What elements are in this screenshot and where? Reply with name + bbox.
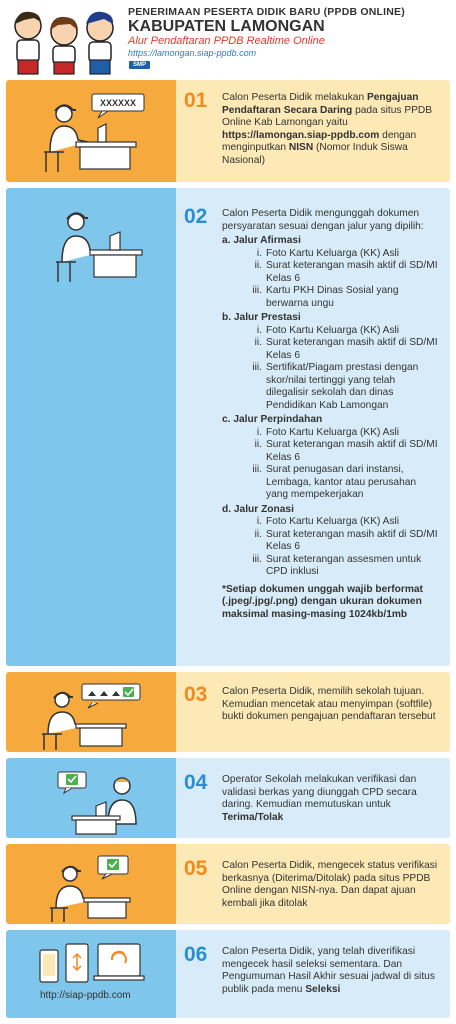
item-numeral: ii. <box>254 337 262 348</box>
item-numeral: i. <box>256 247 262 259</box>
site-url-link[interactable]: http://siap-ppdb.com <box>40 990 131 1001</box>
step-2-text <box>222 208 438 621</box>
requirement-item <box>222 464 438 502</box>
requirement-list <box>222 325 438 413</box>
requirement-list <box>222 248 438 311</box>
requirement-item <box>222 285 438 310</box>
requirement-list <box>222 516 438 579</box>
step-4-text: Operator Sekolah melakukan verifikasi dan validasi berkas yang diunggah CPD secara daring. Kemudian memutuskan untuk Terima/Tolak <box>222 774 417 823</box>
item-numeral: iii. <box>252 464 262 475</box>
item-numeral: iii. <box>252 362 262 373</box>
step-4-card <box>6 758 450 838</box>
step-3-card <box>6 672 450 752</box>
item-text: Surat keterangan masih aktif di SD/MI Kelas 6 <box>266 337 438 361</box>
step-6-card <box>6 930 450 1018</box>
item-numeral: i. <box>256 426 262 438</box>
requirement-item <box>222 325 438 338</box>
requirement-item <box>222 439 438 464</box>
step-1-card <box>6 80 450 182</box>
item-numeral: iii. <box>252 285 262 296</box>
step-3-number: 03 <box>184 683 208 706</box>
item-text: Foto Kartu Keluarga (KK) Asli <box>266 426 400 438</box>
requirement-item <box>222 529 438 554</box>
bubble-text: XXXXXX <box>99 98 137 108</box>
item-numeral: iii. <box>252 553 262 565</box>
step-1-text: Calon Peserta Didik melakukan Pengajuan Pendaftaran Secara Daring pada situs PPDB Online Kab Lamongan yaitu https://lamongan.siap-ppdb.com dengan menginputkan NISN (Nomor Induk Siswa Nasional) <box>222 92 433 166</box>
devices-icon <box>6 930 176 990</box>
step-5-number: 05 <box>184 857 208 880</box>
header-subtitle: KABUPATEN LAMONGAN <box>128 18 325 35</box>
school-selection-icon <box>6 672 176 752</box>
item-numeral: i. <box>256 324 262 336</box>
jalur-title: d. Jalur Zonasi <box>222 503 294 515</box>
step-5-card <box>6 844 450 924</box>
step-6-number: 06 <box>184 943 208 966</box>
requirement-item <box>222 248 438 261</box>
step-5-illustration-panel <box>6 844 176 924</box>
person-computer-icon <box>6 80 176 182</box>
requirement-item <box>222 260 438 285</box>
step-2-intro: Calon Peserta Didik mengunggah dokumen persyaratan sesuai dengan jalur yang dipilih: <box>222 208 424 232</box>
flow-title: Alur Pendaftaran PPDB Realtime Online <box>128 35 325 47</box>
step-2-card <box>6 188 450 666</box>
requirement-item <box>222 516 438 529</box>
check-status-icon <box>6 844 176 924</box>
requirement-item <box>222 427 438 440</box>
step-3-text: Calon Peserta Didik, memilih sekolah tujuan. Kemudian mencetak atau menyimpan (softfile) bukti dokumen pengajuan pendaftaran tersebut <box>222 686 436 722</box>
item-text: Surat keterangan assesmen untuk CPD inklusi <box>266 553 422 577</box>
level-badge: SMP <box>129 61 150 69</box>
item-text: Kartu PKH Dinas Sosial yang berwarna ungu <box>266 285 399 309</box>
step-2-number: 02 <box>184 205 208 228</box>
jalur-title: c. Jalur Perpindahan <box>222 414 323 425</box>
step-4-number: 04 <box>184 771 208 794</box>
item-text: Foto Kartu Keluarga (KK) Asli <box>266 516 400 527</box>
person-computer-icon <box>6 188 176 298</box>
item-text: Sertifikat/Piagam prestasi dengan skor/nilai tertinggi yang telah dilegalisir sekolah dan dinas Pendidikan Kab Lamongan <box>266 362 419 411</box>
jalur-title: b. Jalur Prestasi <box>222 312 301 323</box>
header-url-link[interactable]: https://lamongan.siap-ppdb.com <box>128 48 257 58</box>
requirement-item <box>222 362 438 412</box>
requirement-list <box>222 427 438 502</box>
students-illustration <box>4 2 122 76</box>
item-text: Foto Kartu Keluarga (KK) Asli <box>266 247 400 259</box>
item-numeral: ii. <box>254 260 262 271</box>
step-4-illustration-panel <box>6 758 176 838</box>
item-numeral: ii. <box>254 439 262 450</box>
step-6-text: Calon Peserta Didik, yang telah diverifikasi mengecek hasil seleksi sementara. Dan Pengumuman Hasil Akhir sesuai jadwal di situs publik pada menu Seleksi <box>222 946 435 995</box>
step-1-number: 01 <box>184 89 208 112</box>
requirement-item <box>222 554 438 579</box>
step-3-illustration-panel <box>6 672 176 752</box>
step-2-illustration-panel <box>6 188 176 666</box>
step-6-illustration-panel <box>6 930 176 1018</box>
step-5-text: Calon Peserta Didik, mengecek status verifikasi berkasnya (Diterima/Ditolak) pada situs PPDB Online dengan NISN-nya. Dan dapat ajuan kembali jika ditolak <box>222 860 438 909</box>
jalur-title: a. Jalur Afirmasi <box>222 235 301 246</box>
item-text: Foto Kartu Keluarga (KK) Asli <box>266 324 400 336</box>
item-text: Surat keterangan masih aktif di SD/MI Kelas 6 <box>266 260 438 284</box>
operator-verification-icon <box>6 758 176 838</box>
item-numeral: ii. <box>254 528 262 540</box>
upload-format-note: *Setiap dokumen unggah wajib berformat (.jpeg/.jpg/.png) dengan ukuran dokumen maksimal masing-masing 1024kb/1mb <box>222 583 423 620</box>
item-text: Surat penugasan dari instansi, Lembaga, kantor atau perusahan yang mempekerjakan <box>266 464 417 500</box>
requirement-item <box>222 337 438 362</box>
header-title: PENERIMAAN PESERTA DIDIK BARU (PPDB ONLINE) <box>128 6 405 18</box>
item-text: Surat keterangan masih aktif di SD/MI Kelas 6 <box>266 439 438 463</box>
header <box>0 0 456 76</box>
item-text: Surat keterangan masih aktif di SD/MI Kelas 6 <box>266 528 438 552</box>
item-numeral: i. <box>256 516 262 527</box>
step-1-illustration-panel <box>6 80 176 182</box>
